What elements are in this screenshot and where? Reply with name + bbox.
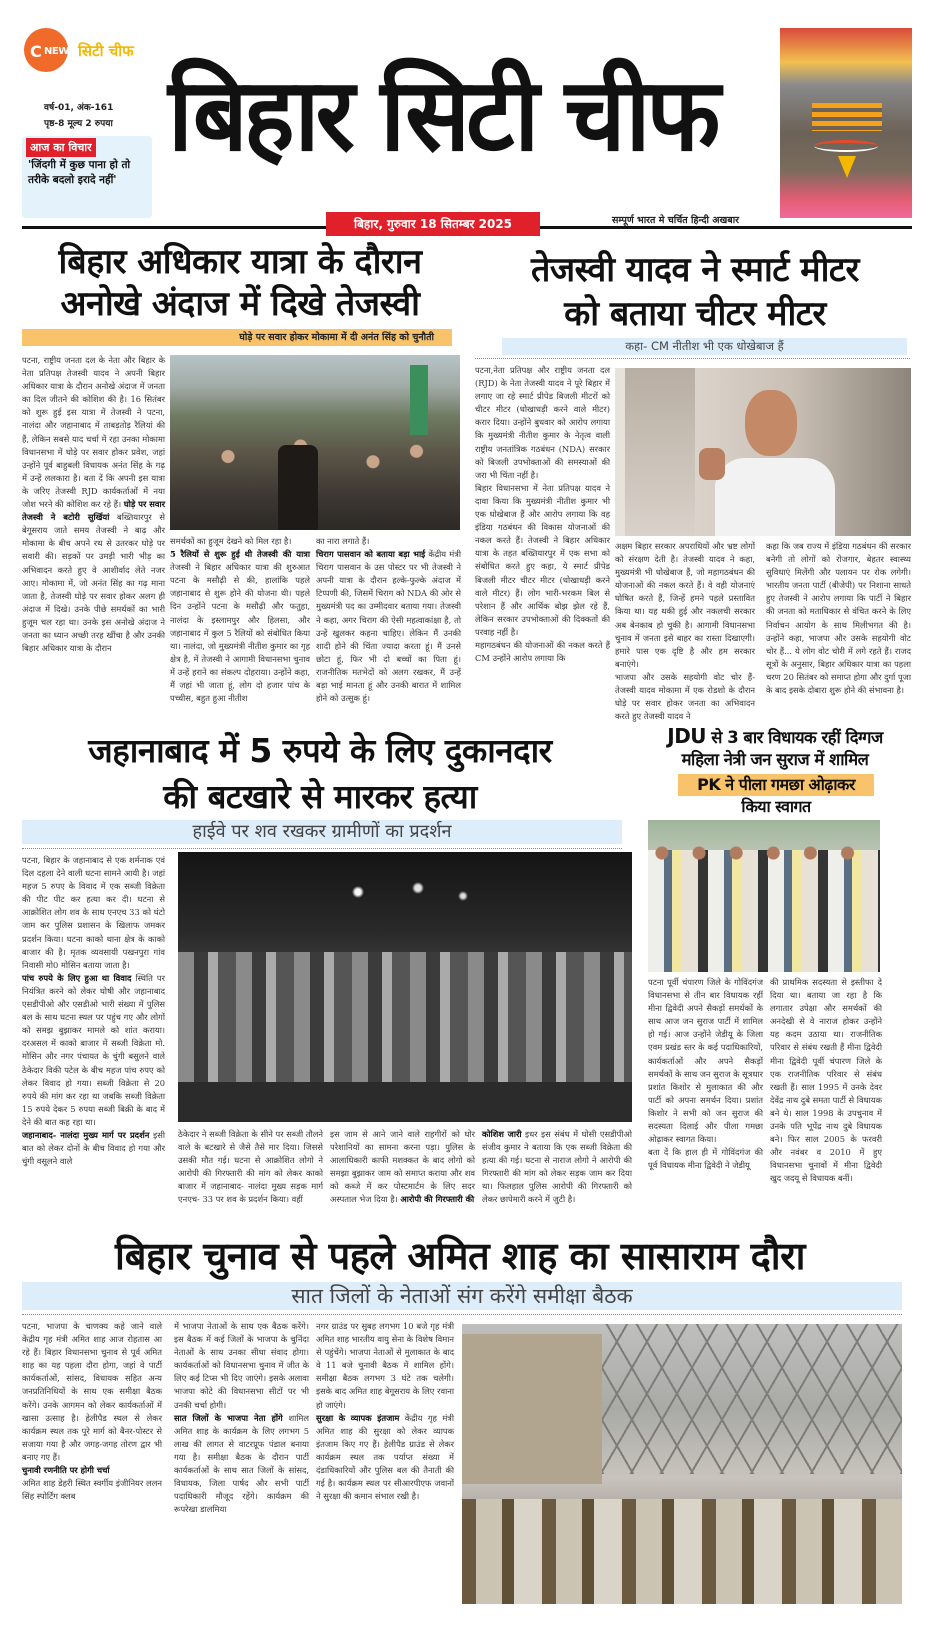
story4-photo-joining [648, 820, 880, 972]
story5-col1-text-b: अमित शाह डेहरी स्थित स्वर्गीय इंजीनियर ललन सिंह स्पोर्टिंग क्लब [22, 1478, 162, 1502]
story2-headline-line1: तेजस्वी यादव ने स्मार्ट मीटर [531, 250, 859, 290]
story3-col2: ठेकेदार ने सब्जी विक्रेता के सीने पर सब्जी तौलने वाले के बटखारे से जैसे तैसे मार दिया। जिससे उसकी मौत गई। घटना से आक्रोशित लोगो ने आरोपी की गिरफ्तारी की मांग को लेकर काको बाजार में जहानाबाद- नालंदा मुख्य सड़क मार्ग एनएच- 33 पर शव के प्रदर्शन किया। वहीं [178, 1129, 323, 1205]
logo-news-text: NEWS [44, 46, 76, 57]
pages-price: पृष्ठ-8 मूल्य 2 रुपया [44, 119, 113, 129]
story2-photo-tejashwi [615, 368, 911, 536]
story2-col1: पटना,नेता प्रतिपक्ष और राष्ट्रीय जनता दल (RJD) के नेता तेजस्वी यादव ने पूरे बिहार में लगाए जा रहे स्मार्ट प्रीपेड बिजली मीटरों को चीटर मीटर (धोखाधड़ी करने वाले मीटर) करार दिया। उन्होंने बुधवार को आरोप लगाया कि मुख्यमंत्री नीतीश कुमार के नेतृत्व वाली राष्ट्रीय जनतांत्रिक गठबंधन (NDA) सरकार को बिजली उपभोक्ताओं की समस्याओं की जरा भी चिंता नहीं है। बिहार विधानसभा में नेता प्रतिपक्ष यादव ने दावा किया कि मुख्यमंत्री नीतीश कुमार भी एक धोखेबाज हैं और आरोप लगाया कि वह इंडिया गठबंधन की विकास योजनाओं की नकल करते हैं। तेजस्वी ने बिहार अधिकार यात्रा के तहत बख्तियारपुर में एक सभा को संबोधित करते हुए कहा, ये स्मार्ट प्रीपेड बिजली मीटर चीटर मीटर (धोखाधड़ी करने वाले मीटर) हैं। लोग भारी-भरकम बिल से परेशान हैं और आर्थिक बोझ झेल रहे हैं, लेकिन सरकार उपभोक्ताओं की दिक्कतों की परवाह नहीं है। महागठबंधन की योजनाओं की नकल करते हैं CM उन्होंने आरोप लगाया कि [475, 365, 610, 664]
deity-tilak [812, 103, 882, 131]
story5-photo-venue-security [462, 1324, 902, 1604]
story3-subhead: हाईवे पर शव रखकर ग्रामीणों का प्रदर्शन [22, 820, 622, 844]
story4-jdu: JDU [667, 724, 707, 748]
police-personnel [462, 1499, 902, 1604]
flag-shape [410, 365, 428, 435]
logo-name-text: सिटी चीफ [78, 42, 134, 60]
story1-headline-line1: बिहार अधिकार यात्रा के दौरान [58, 242, 422, 282]
story2-col3: कहा कि जब राज्य में इंडिया गठबंधन की सरकार बनेगी तो लोगों को रोजगार, बेहतर स्वास्थ्य सुविधाएं मिलेंगी और पलायन पर रोक लगेगी। भारतीय जनता पार्टी (बीजेपी) पर निशाना साधते हुए तेजस्वी ने आरोप लगाया कि पार्टी ने बिहार की जनता को मताधिकार से वंचित करने के लिए निर्वाचन आयोग के साथ मिलीभगत की है। उन्होंने कहा, भाजपा और उसके सहयोगी वोट चोर हैं... ये लोग वोट चोरी में लगे रहते हैं। राजद सूत्रों के अनुसार, बिहार अधिकार यात्रा का पहला चरण 20 सितंबर को समाप्त होगा और दुर्गा पूजा के बाद इसके दोबारा शुरू होने की संभावना है। [766, 541, 911, 696]
story1-photo-horse-rally [170, 355, 460, 530]
story4-col2: की प्राथमिक सदस्यता से इस्तीफा दे दिया था। बताया जा रहा है कि लगातार उपेक्षा और समर्थकों की अनदेखी से वे नाराज होकर उन्होंने यह कदम उठाया था। राजनीतिक परिवार से संबंध रखती हैं मीना द्विवेदी मीना द्विवेदी पूर्वी चंपारण जिले के एक राजनीतिक परिवार से संबंध रखती हैं। साल 1995 में उनके देवर देवेंद्र नाथ दुबे समता पार्टी से विधायक बने थे। साल 1998 के उपचुनाव में उनके पति भूपेंद्र नाथ दुबे विधायक बने। फिर साल 2005 के फरवरी और नवंबर व 2010 में हुए विधानसभा चुनावों में मीना द्विवेदी खुद जदयू से विधायक बनीं। [770, 977, 882, 1184]
story2-headline-line2: को बताया चीटर मीटर [564, 294, 826, 334]
masthead [0, 0, 945, 240]
story4-col1: पटना पूर्वी चंपारण जिले के गोविंदगंज विधानसभा से तीन बार विधायक रहीं मीना द्विवेदी अपने सैकड़ों समर्थकों के साथ आज जन सुराज पार्टी में शामिल हो गई। आज उन्होंने जेडीयू के जिला एवम प्रखंड स्तर के कई पदाधिकारियों, कार्यकर्ताओं और अपने सैकड़ों समर्थकों के साथ जन सुराज के सूत्रधार प्रशांत किशोर से मुलाकात की और पार्टी को अपना समर्थन दिया। प्रशांत किशोर ने सभी को जन सुराज की सदस्यता दिलाई और पीला गमछा ओढ़ाकर स्वागत किया। बता दें कि हाल ही में गोविंदगंज की पूर्व विधायक मीना द्विवेदी ने जेडीयू [648, 977, 763, 1171]
story3-col3 [330, 1128, 475, 1218]
story3-col1-text-c: इसी बात को लेकर दोनों के बीच विवाद हो गया और चुंगी वसूलने वाले [22, 1129, 165, 1167]
story5-col2 [174, 1320, 309, 1620]
story1-col2-subhead: 5 रैलियों से शुरू हुई थी तेजस्वी की यात्रा [170, 549, 310, 560]
story3-col1 [22, 854, 165, 1218]
logo[interactable] [22, 28, 172, 76]
logo-c-icon: C [30, 42, 42, 61]
story5-headline: बिहार चुनाव से पहले अमित शाह का सासाराम दौरा [114, 1234, 806, 1278]
story1-col2 [170, 535, 310, 708]
story3-col4-text: इधर इस संबंध में घोसी एसडीपीओ संजीव कुमार ने बताया कि एक सब्जी विक्रेता की हत्या की गई। घटना से नाराज लोगो ने आरोपी की गिरफ्तारी की मांग को लेकर सड़क जाम कर दिया था। फिलहाल पुलिस आरोपी की गिरफ्तारी को लेकर छापेमारी करने में जुटी है। [482, 1129, 632, 1205]
story5-col2-subhead: सात जिलों के भाजपा नेता होंगे [174, 1412, 283, 1423]
person-hand [699, 448, 725, 480]
story1-col3-subhead: चिराग पासवान को बताया बड़ा भाई [316, 549, 426, 560]
volume-issue: वर्ष-01, अंक-161 [44, 103, 114, 113]
story-smart-meter [470, 240, 945, 722]
story4-headline-line1 [645, 724, 905, 750]
story1-col1-subhead: घोड़े पर सवार तेजस्वी ने बटोरी सुर्खियां [22, 499, 165, 523]
story3-divider [22, 848, 622, 849]
story1-headline-line2: अनोखे अंदाज में दिखे तेजस्वी [60, 284, 420, 324]
story3-headline-line2: की बटखारे से मारकर हत्या [163, 777, 477, 816]
story3-col4 [482, 1128, 632, 1218]
group-heads [648, 842, 880, 864]
thought-label: आज का विचार [26, 138, 96, 157]
deity-image [780, 28, 912, 218]
story3-headline-line1: जहानाबाद में 5 रुपये के लिए दुकानदार [88, 731, 552, 770]
story3-col4-subhead: कोशिश जारी [482, 1129, 522, 1139]
story2-divider [475, 358, 910, 359]
story3-col1-text-b: स्थिति पर नियंत्रित करने को लेकर घोषी और जहानाबाद एसडीपीओ और एसडीओ भारी संख्या में पुलिस बल के साथ घटना स्थल पर पहुंच गए और लोगों को समझ बुझाकर मामले को शांत कराया। दरअसल में काको बाजार में सब्जी विक्रेता मो. मोसिन और नगर पंचायत के चुंगी बसुलने वाले ठेकेदार विकी पटेल के बीच महज पांच रुपए को लेकर विवाद हो गया। सब्जी विक्रेता से 20 रुपये की मांग कर रहा था जबकि सब्जी विक्रेता 15 रुपये देकर 5 रुपया सब्जी बिक्री के बाद में देने की बात कह रहा था। [22, 972, 165, 1127]
tagline: सम्पूर्ण भारत मे चर्चित हिन्दी अखबार [612, 215, 740, 226]
dateline: बिहार, गुरुवार 18 सितम्बर 2025 [326, 212, 540, 236]
horse-shape [278, 445, 318, 530]
story5-col3 [316, 1320, 454, 1620]
story5-subhead: सात जिलों के नेताओं संग करेंगे समीक्षा बैठक [22, 1282, 902, 1310]
person-head [745, 390, 797, 456]
story4-subhead-line2: किया स्वागत [741, 797, 811, 816]
story-jehanabad-murder [0, 710, 640, 1220]
story3-col1-subhead-2: जहानाबाद- नालंदा मुख्य मार्ग पर प्रदर्शन [22, 1129, 150, 1140]
story5-col2-text-b: शामिल अमित शाह के कार्यक्रम के लिए लगभग 5 लाख की लागत से वाटरप्रूफ पंडाल बनाया गया है। समीक्षा बैठक के दौरान पार्टी कार्यकर्ताओं के साथ सात जिलों के सांसद, विधायक, जिला पार्षद और सभी पार्टी पदाधिकारी मौजूद रहेंगे। कार्यक्रम की रूपरेखा डालमिया [174, 1412, 309, 1515]
story1-col1-text-b: बख्तियारपुर से बेगूसराय जाते समय तेजस्वी ने बाढ़ और मोकामा के बीच अपने रथ से उतरकर घोड़े पर सवारी की। सड़कों पर उमड़ी भारी भीड़ का अभिवादन करते हुए वे आशीर्वाद लेते नजर आए। मोकामा में, जो अनंत सिंह का गढ़ माना जाता है, तेजस्वी घोड़े पर सवार होकर अलग ही अंदाज में दिखे। उनके पीछे समर्थकों का भारी हुजूम चल रहा था। उनके इस अनोखे अंदाज ने जनता का ध्यान अच्छी तरह खींचा है और उनकी बिहार अधिकार यात्रा के दौरान [22, 512, 166, 654]
story1-col2-text: तेजस्वी ने बिहार अधिकार यात्रा की शुरुआत पटना के मसौढ़ी से की, हालांकि पहले जहानाबाद से शुरू होने की योजना थी। पहले दिन उन्होंने पटना के मसौढ़ी और फतुहा, नालंदा के इस्लामपुर और हिलसा, और जहानाबाद में कुल 5 रैलियों को संबोधित किया था। नालंदा, जो मुख्यमंत्री नीतीश कुमार का गृह क्षेत्र है, में तेजस्वी ने आगामी विधानसभा चुनाव में उन्हें हराने का संकल्प दोहराया। उन्होंने कहा, मैं जहां भी जाता हूं, लोग दो हजार पांच के पच्चीस, बहुत हुआ नीतीश [170, 562, 310, 704]
story5-col3-subhead: सुरक्षा के व्यापक इंतजाम [316, 1412, 400, 1423]
story3-col1-text: पटना, बिहार के जहानाबाद से एक शर्मनाक एवं दिल दहला देने वाली घटना सामने आयी है। जहां महज 5 रुपए के विवाद में एक सब्जी विक्रेता की पीट पीट कर हत्या कर दी। घटना से आक्रोशित लोग शव के साथ एनएच 33 को घंटो जाम कर पुलिस प्रशासन के खिलाफ जमकर प्रदर्शन किया। घटना काको थाना क्षेत्र के काको बाजार की है। मृतक व्यवसायी पखनपुरा गांव निवासी मो0 मोसिन बताया जाता है। [22, 855, 165, 970]
story3-col1-subhead: पांच रुपये के लिए हुआ था विवाद [22, 972, 132, 983]
story3-col3-subhead: आरोपी की गिरफ्तारी की [400, 1194, 475, 1205]
story-tejashwi-yatra [0, 240, 470, 710]
group-people [648, 850, 880, 972]
story-amit-shah-sasaram [0, 1220, 945, 1641]
story1-col1-text: पटना, राष्ट्रीय जनता दल के नेता और बिहार के नेता प्रतिपक्ष तेजस्वी यादव ने अपनी बिहार अधिकार यात्रा के दौरान अनोखे अंदाज में जनता का दिल जीतने की कोशिश की है। 16 सितंबर को शुरू हुई इस यात्रा में तेजस्वी ने पटना, नालंदा और जहानाबाद में ताबड़तोड़ रैलियां की हैं, लेकिन सबसे याद चर्चा में रहा उनका मोकामा विधानसभा में घोड़े पर सवार होकर प्रवेश, जहां उन्होंने पूर्व बाहुबली विधायक अनंत सिंह के गढ़ में उन्हें ललकारा है। बता दें कि अपनी इस यात्रा के जरिए तेजस्वी RJD कार्यकर्ताओं में नया जोश भरने की कोशिश कर रहे हैं। [22, 355, 165, 510]
story5-col1-text: पटना, भाजपा के चाणक्य कहे जाने वाले केंद्रीय गृह मंत्री अमित शाह आज रोहतास आ रहे हैं। बिहार विधानसभा चुनाव से पूर्व अमित शाह का यह पहला दौरा होगा, जहां वे पार्टी कार्यकर्ताओं, सांसद, विधायक सहित अन्य जनप्रतिनिधियों के साथ एक समीक्षा बैठक करेंगे। उनके आगमन को लेकर कार्यकर्ताओं में खासा उत्साह है। हेलीपैड स्थल से लेकर कार्यक्रम स्थल तक पूरे मार्ग को बैनर-पोस्टर से सजाया गया है और जगह-जगह तोरण द्वार भी बनाए गए हैं। [22, 1321, 162, 1462]
story1-col3-top: का नारा लगाते हैं। [316, 536, 370, 546]
pandal-structure [602, 1324, 902, 1474]
story5-divider [22, 1314, 902, 1315]
thought-text: 'जिंदगी में कुछ पाना हो तो तरीके बदलो इरादे नहीं' [28, 159, 131, 186]
story3-photo-night-protest [178, 852, 632, 1122]
story5-col2-text: में भाजपा नेताओं के साथ एक बैठक करेंगे। इस बैठक में कई जिलों के भाजपा के चुनिंदा नेताओं के साथ उनका सीधा संवाद होगा। कार्यकर्ताओं को विधानसभा चुनाव में जीत के लिए कई टिप्स भी दिए जाएंगे। इसके अलावा भाजपा कोटे की विधानसभा सीटों पर भी उनकी चर्चा होगी। [174, 1321, 309, 1410]
story1-col3 [316, 535, 461, 708]
person-body [715, 458, 835, 536]
story1-col2-top: समर्थकों का हुजूम देखने को मिल रहा है। [170, 536, 292, 546]
story2-col2: अक्षम बिहार सरकार अपराधियों और भ्रष्ट लोगों को संरक्षण देती है। तेजस्वी यादव ने कहा, मुख्यमंत्री भी धोखेबाज हैं, जो महागठबंधन की योजनाओं की नकल करते हैं। वे वही योजनाएं घोषित करते हैं, जिन्हें हमने पहले प्रस्तावित किया था। यह थकी हुई और नकलची सरकार अब बेनकाब हो चुकी है। आगामी विधानसभा चुनाव में जनता इसे बाहर का रास्ता दिखाएगी। हमारे पास एक दृष्टि है और हम सरकार बनाएंगे। भाजपा और उसके सहयोगी वोट चोर हैं- तेजस्वी यादव मोकामा में एक रोडशो के दौरान घोड़े पर सवार होकर जनता का अभिवादन करते हुए तेजस्वी यादव ने [615, 541, 755, 722]
story5-col3-text-b: केंद्रीय गृह मंत्री अमित शाह की सुरक्षा को लेकर व्यापक इंतजाम किए गए हैं। हेलीपैड ग्राउंड से लेकर कार्यक्रम स्थल तक पर्याप्त संख्या में दंडाधिकारियों और पुलिस बल की तैनाती की गई है। कार्यक्रम स्थल पर सीआरपीएफ जवानों ने सुरक्षा की कमान संभाल रखी है। [316, 1412, 455, 1502]
story5-col3-text: नगर ग्राउंड पर सुबह लगभग 10 बजे गृह मंत्री अमित शाह भारतीय वायु सेना के विशेष विमान से पहुंचेंगे। भाजपा नेताओं से मुलाकात के बाद वे 11 बजे चुनावी बैठक में शामिल होंगे। समीक्षा बैठक लगभग 3 घंटे तक चलेगी। इसके बाद अमित शाह बेगूसराय के लिए रवाना हो जाएंगे। [316, 1321, 454, 1410]
crowd-silhouettes [178, 952, 632, 1102]
poster-figure [625, 368, 695, 536]
deity-nose [838, 156, 856, 178]
story4-subhead-line1: PK ने पीला गमछा ओढ़ाकर [678, 774, 874, 796]
story3-col3-text: इस जाम से आने जाने वाले राहगीरों को घोर परेशानियों का सामना करना पड़ा। पुलिस के आलाधिकारी काफी मशक्कत के बाद लोगो को समझा बुझाकर जाम को समाप्त कराया और शव को कब्जे में कर पोस्टमार्टम के लिए सदर अस्पताल भेज दिया है। [330, 1129, 475, 1205]
story5-col1-subhead: चुनावी रणनीति पर होगी चर्चा [22, 1465, 110, 1476]
road [178, 1082, 632, 1122]
story1-subhead: घोड़े पर सवार होकर मोकामा में दी अनंत सिंह को चुनौती [22, 329, 452, 346]
newspaper-title: बिहार सिटी चीफ [168, 56, 717, 174]
story1-col3-text: केंद्रीय मंत्री चिराग पासवान के उस पोस्टर पर भी तेजस्वी ने अपनी यात्रा के दौरान हल्के-फुल्के अंदाज में टिप्पणी की, जिसमें चिराग को NDA की ओर से मुख्यमंत्री पद का उम्मीदवार बताया गया। तेजस्वी ने कहा, अगर चिराग की ऐसी महत्वाकांक्षा है, तो उन्हें खुलकर कहना चाहिए। लेकिन मैं उनकी शादी होने की चिंता ज्यादा करता हूं। मैं उनसे छोटा हूं, फिर भी दो बच्चों का पिता हूं। राजनीतिक मतभेदों को अलग रखकर, मैं उन्हें बड़ा भाई मानता हूं और उनकी बारात में शामिल होने को उत्सुक हूं। [316, 549, 461, 704]
story-meena-dwivedi [640, 710, 945, 1220]
story5-col1 [22, 1320, 162, 1620]
deity-eyes [814, 140, 878, 152]
street-lights [328, 872, 478, 912]
story4-headline-line2: महिला नेत्री जन सुराज में शामिल [681, 750, 869, 769]
story1-col1 [22, 354, 165, 708]
building [462, 1334, 602, 1484]
story4-headline-line1-rest: से 3 बार विधायक रहीं दिग्गज [706, 728, 883, 747]
story2-subhead: कहा- CM नीतीश भी एक धोखेबाज हैं [502, 338, 907, 355]
